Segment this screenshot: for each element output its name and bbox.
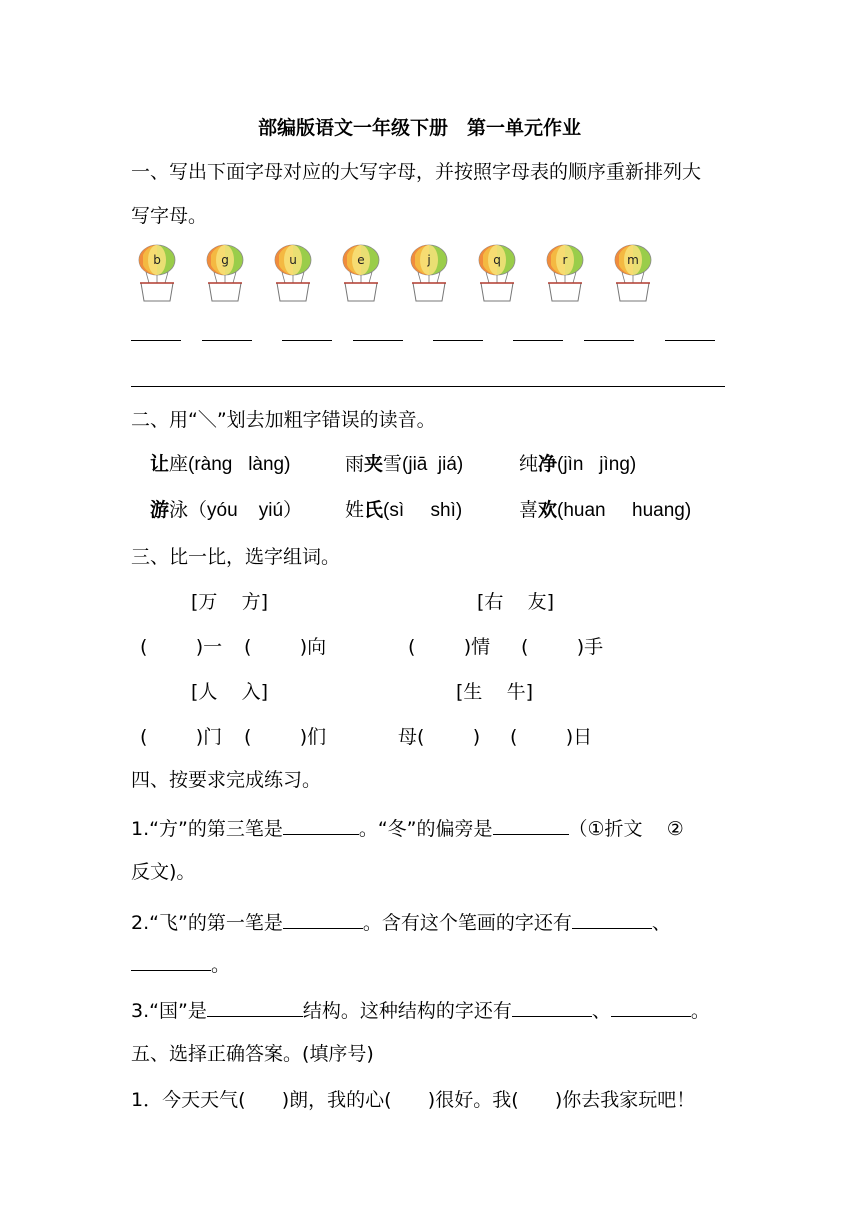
answer-blank[interactable] xyxy=(493,816,569,835)
balloon-letter: g xyxy=(221,253,229,267)
balloon-icon xyxy=(540,243,590,305)
balloon-letter: q xyxy=(493,253,501,267)
q4-line1: 1.“方”的第三笔是 。“冬”的偏旁是 （①折文 ② xyxy=(131,818,684,840)
balloon-icon xyxy=(608,243,658,305)
q1-heading: 一、写出下面字母对应的大写字母，并按照字母表的顺序重新排列大 xyxy=(131,161,702,183)
word-blank[interactable]: 母( ) xyxy=(398,726,481,748)
letter-balloon xyxy=(268,243,318,305)
word-blank[interactable]: ( )情 xyxy=(408,636,491,658)
balloon-letter: j xyxy=(427,253,431,267)
word-blank[interactable]: ( )一 xyxy=(140,636,223,658)
plain-char: 姓 xyxy=(345,500,365,521)
word-blank[interactable]: ( )向 xyxy=(244,636,327,658)
bold-char: 让 xyxy=(150,454,170,475)
answer-blank[interactable] xyxy=(282,340,332,341)
answer-blank[interactable] xyxy=(611,998,691,1017)
pinyin-options: 座(ràng làng) xyxy=(169,454,291,475)
letter-balloon xyxy=(132,243,182,305)
letter-balloon xyxy=(200,243,250,305)
answer-blank[interactable] xyxy=(665,340,715,341)
q5-line1[interactable]: 1．今天天气( )朗，我的心( )很好。我( )你去我家玩吧！ xyxy=(131,1089,696,1111)
balloon-letter: b xyxy=(153,253,161,267)
q3-heading: 三、比一比，选字组词。 xyxy=(131,546,341,568)
q4-line2: 2.“飞”的第一笔是 。含有这个笔画的字还有 、 xyxy=(131,912,671,934)
balloon-letter: m xyxy=(627,253,639,267)
answer-blank[interactable] xyxy=(283,910,363,929)
letter-balloon xyxy=(404,243,454,305)
pinyin-options: (huan huang) xyxy=(557,500,692,521)
letter-balloon xyxy=(336,243,386,305)
balloon-icon xyxy=(200,243,250,305)
pinyin-item[interactable] xyxy=(345,499,462,523)
bold-char: 游 xyxy=(150,500,170,521)
balloon-letter: u xyxy=(289,253,297,267)
word-blank[interactable]: ( )门 xyxy=(140,726,223,748)
pinyin-item[interactable] xyxy=(345,453,463,477)
q5-heading: 五、选择正确答案。(填序号) xyxy=(131,1043,374,1065)
pinyin-options: 雪(jiā jiá) xyxy=(383,454,464,475)
pinyin-options: 泳（yóu yiú） xyxy=(169,500,303,521)
q4-line3: 3.“国”是 结构。这种结构的字还有 、 。 xyxy=(131,1000,710,1022)
pinyin-item[interactable] xyxy=(519,499,691,523)
q4-line1-cont: 反文)。 xyxy=(131,861,196,883)
plain-char: 雨 xyxy=(345,454,365,475)
q4-line2-cont: 。 xyxy=(131,952,230,977)
balloon-icon xyxy=(404,243,454,305)
answer-blank[interactable] xyxy=(353,340,403,341)
answer-blank[interactable] xyxy=(513,340,563,341)
plain-char: 纯 xyxy=(519,454,539,475)
balloon-letter: e xyxy=(357,253,365,267)
answer-blank[interactable] xyxy=(433,340,483,341)
q4-heading: 四、按要求完成练习。 xyxy=(131,769,322,791)
answer-long-blank[interactable] xyxy=(131,386,725,387)
char-group: [人 入] xyxy=(191,681,268,703)
word-blank[interactable]: ( )们 xyxy=(244,726,327,748)
answer-blank[interactable] xyxy=(207,998,303,1017)
balloon-icon xyxy=(268,243,318,305)
pinyin-options: (sì shì) xyxy=(383,500,463,521)
letter-balloon xyxy=(608,243,658,305)
pinyin-item[interactable] xyxy=(150,499,302,523)
pinyin-options: (jìn jìng) xyxy=(557,454,637,475)
page-title: 部编版语文一年级下册 第一单元作业 xyxy=(258,117,582,139)
balloon-icon xyxy=(472,243,522,305)
answer-blank[interactable] xyxy=(131,340,181,341)
answer-blank[interactable] xyxy=(202,340,252,341)
char-group: [万 方] xyxy=(191,591,268,613)
bold-char: 欢 xyxy=(538,500,558,521)
pinyin-item[interactable] xyxy=(150,453,290,477)
answer-blank[interactable] xyxy=(572,910,652,929)
q2-heading: 二、用“＼”划去加粗字错误的读音。 xyxy=(131,409,436,431)
letter-balloon xyxy=(472,243,522,305)
answer-blank[interactable] xyxy=(584,340,634,341)
plain-char: 喜 xyxy=(519,500,539,521)
answer-blank[interactable] xyxy=(512,998,592,1017)
bold-char: 氏 xyxy=(364,500,384,521)
answer-blank[interactable] xyxy=(131,952,211,971)
balloon-icon xyxy=(336,243,386,305)
answer-blank[interactable] xyxy=(283,816,359,835)
word-blank[interactable]: ( )日 xyxy=(510,726,593,748)
letter-balloon xyxy=(540,243,590,305)
word-blank[interactable]: ( )手 xyxy=(521,636,604,658)
balloon-icon xyxy=(132,243,182,305)
q1-heading-cont: 写字母。 xyxy=(131,205,208,227)
bold-char: 夹 xyxy=(364,454,384,475)
bold-char: 净 xyxy=(538,454,558,475)
char-group: [生 牛] xyxy=(456,681,533,703)
pinyin-item[interactable] xyxy=(519,453,636,477)
balloon-letter: r xyxy=(562,253,568,267)
char-group: [右 友] xyxy=(477,591,554,613)
